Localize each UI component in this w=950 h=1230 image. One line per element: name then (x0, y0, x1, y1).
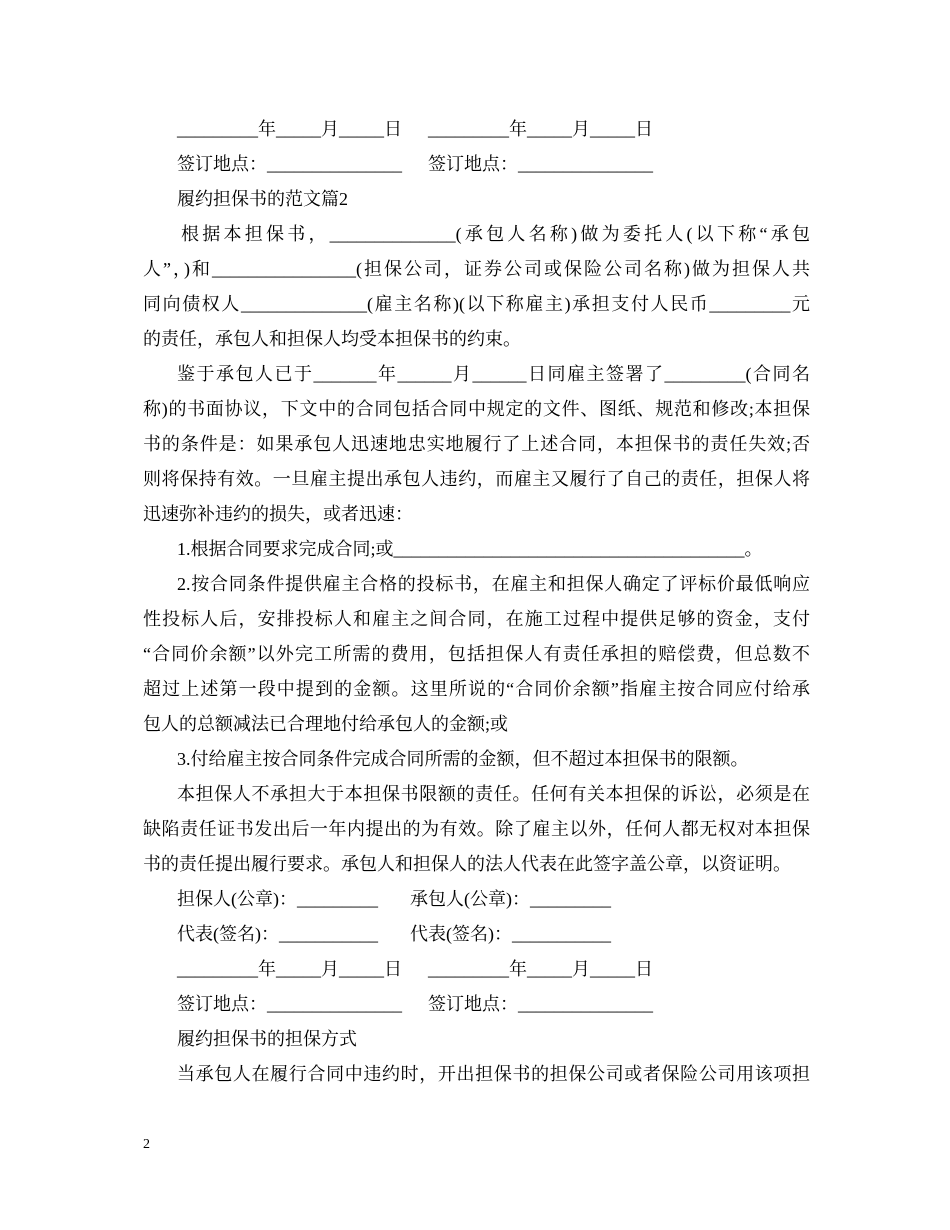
paragraph-line: 的责任，承包人和担保人均受本担保书的约束。 (143, 329, 521, 349)
signature-date-right: _________年_____月_____日 (428, 959, 653, 979)
paragraph-line: 当承包人在履行合同中违约时，开出担保书的担保公司或者保险公司用该项担 (177, 1064, 810, 1084)
paragraph-line: 本担保人不承担大于本担保书限额的责任。任何有关本担保的诉讼，必须是在 (177, 784, 810, 804)
paragraph-line: 称)的书面协议，下文中的合同包括合同中规定的文件、图纸、规范和修改;本担保 (143, 399, 810, 419)
list-item-line: 性投标人后，安排投标人和雇主之间合同，在施工过程中提供足够的资金，支付 (143, 609, 810, 629)
signature-place-row (143, 147, 810, 182)
paragraph-line: 人”，)和________________(担保公司，证券公司或保险公司名称)做为担保人共 (143, 259, 810, 279)
seal-row (143, 882, 810, 917)
paragraph-line: 缺陷责任证书发出后一年内提出的为有效。除了雇主以外，任何人都无权对本担保 (143, 819, 810, 839)
contractor-representative-field: 代表(签名)：___________ (410, 924, 611, 944)
signature-place-row (143, 987, 810, 1022)
paragraph-line: 迅速弥补违约的损失，或者迅速： (143, 504, 413, 524)
guarantor-seal-field: 担保人(公章)：_________ (177, 889, 378, 909)
list-item: 1.根据合同要求完成合同;或_______________________________________。 (177, 539, 763, 559)
document-body (143, 112, 810, 1092)
paragraph-line: 根据本担保书，______________(承包人名称)做为委托人(以下称“承包 (181, 224, 810, 244)
signature-date-left: _________年_____月_____日 (177, 959, 402, 979)
guarantor-representative-field: 代表(签名)：___________ (177, 924, 378, 944)
paragraph-line: 同向债权人______________(雇主名称)(以下称雇主)承担支付人民币_________元 (143, 294, 810, 314)
signature-place-right: 签订地点：_______________ (428, 994, 653, 1014)
page-number: 2 (143, 1137, 150, 1152)
contractor-seal-field: 承包人(公章)：_________ (410, 889, 611, 909)
representative-row (143, 917, 810, 952)
paragraph-line: 则将保持有效。一旦雇主提出承包人违约，而雇主又履行了自己的责任，担保人将 (143, 469, 810, 489)
section-title: 履约担保书的范文篇2 (177, 189, 348, 209)
signature-date-right: _________年_____月_____日 (428, 119, 653, 139)
signature-place-left: 签订地点：_______________ (177, 154, 402, 174)
signature-place-left: 签订地点：_______________ (177, 994, 402, 1014)
paragraph-line: 鉴于承包人已于_______年______月______日同雇主签署了_________(合同名 (177, 364, 810, 384)
signature-place-right: 签订地点：_______________ (428, 154, 653, 174)
signature-date-row (143, 112, 810, 147)
signature-date-left: _________年_____月_____日 (177, 119, 402, 139)
paragraph-line: 书的责任提出履行要求。承包人和担保人的法人代表在此签字盖公章，以资证明。 (143, 854, 791, 874)
list-item-line: 2.按合同条件提供雇主合格的投标书，在雇主和担保人确定了评标价最低响应 (177, 574, 810, 594)
section-title: 履约担保书的担保方式 (177, 1029, 357, 1049)
list-item: 3.付给雇主按合同条件完成合同所需的金额，但不超过本担保书的限额。 (177, 749, 749, 769)
list-item-line: “合同价余额”以外完工所需的费用，包括担保人有责任承担的赔偿费，但总数不 (143, 644, 810, 664)
signature-date-row (143, 952, 810, 987)
paragraph-line: 书的条件是：如果承包人迅速地忠实地履行了上述合同，本担保书的责任失效;否 (143, 434, 810, 454)
list-item-line: 包人的总额减法已合理地付给承包人的金额;或 (143, 714, 508, 734)
list-item-line: 超过上述第一段中提到的金额。这里所说的“合同价余额”指雇主按合同应付给承 (143, 679, 810, 699)
